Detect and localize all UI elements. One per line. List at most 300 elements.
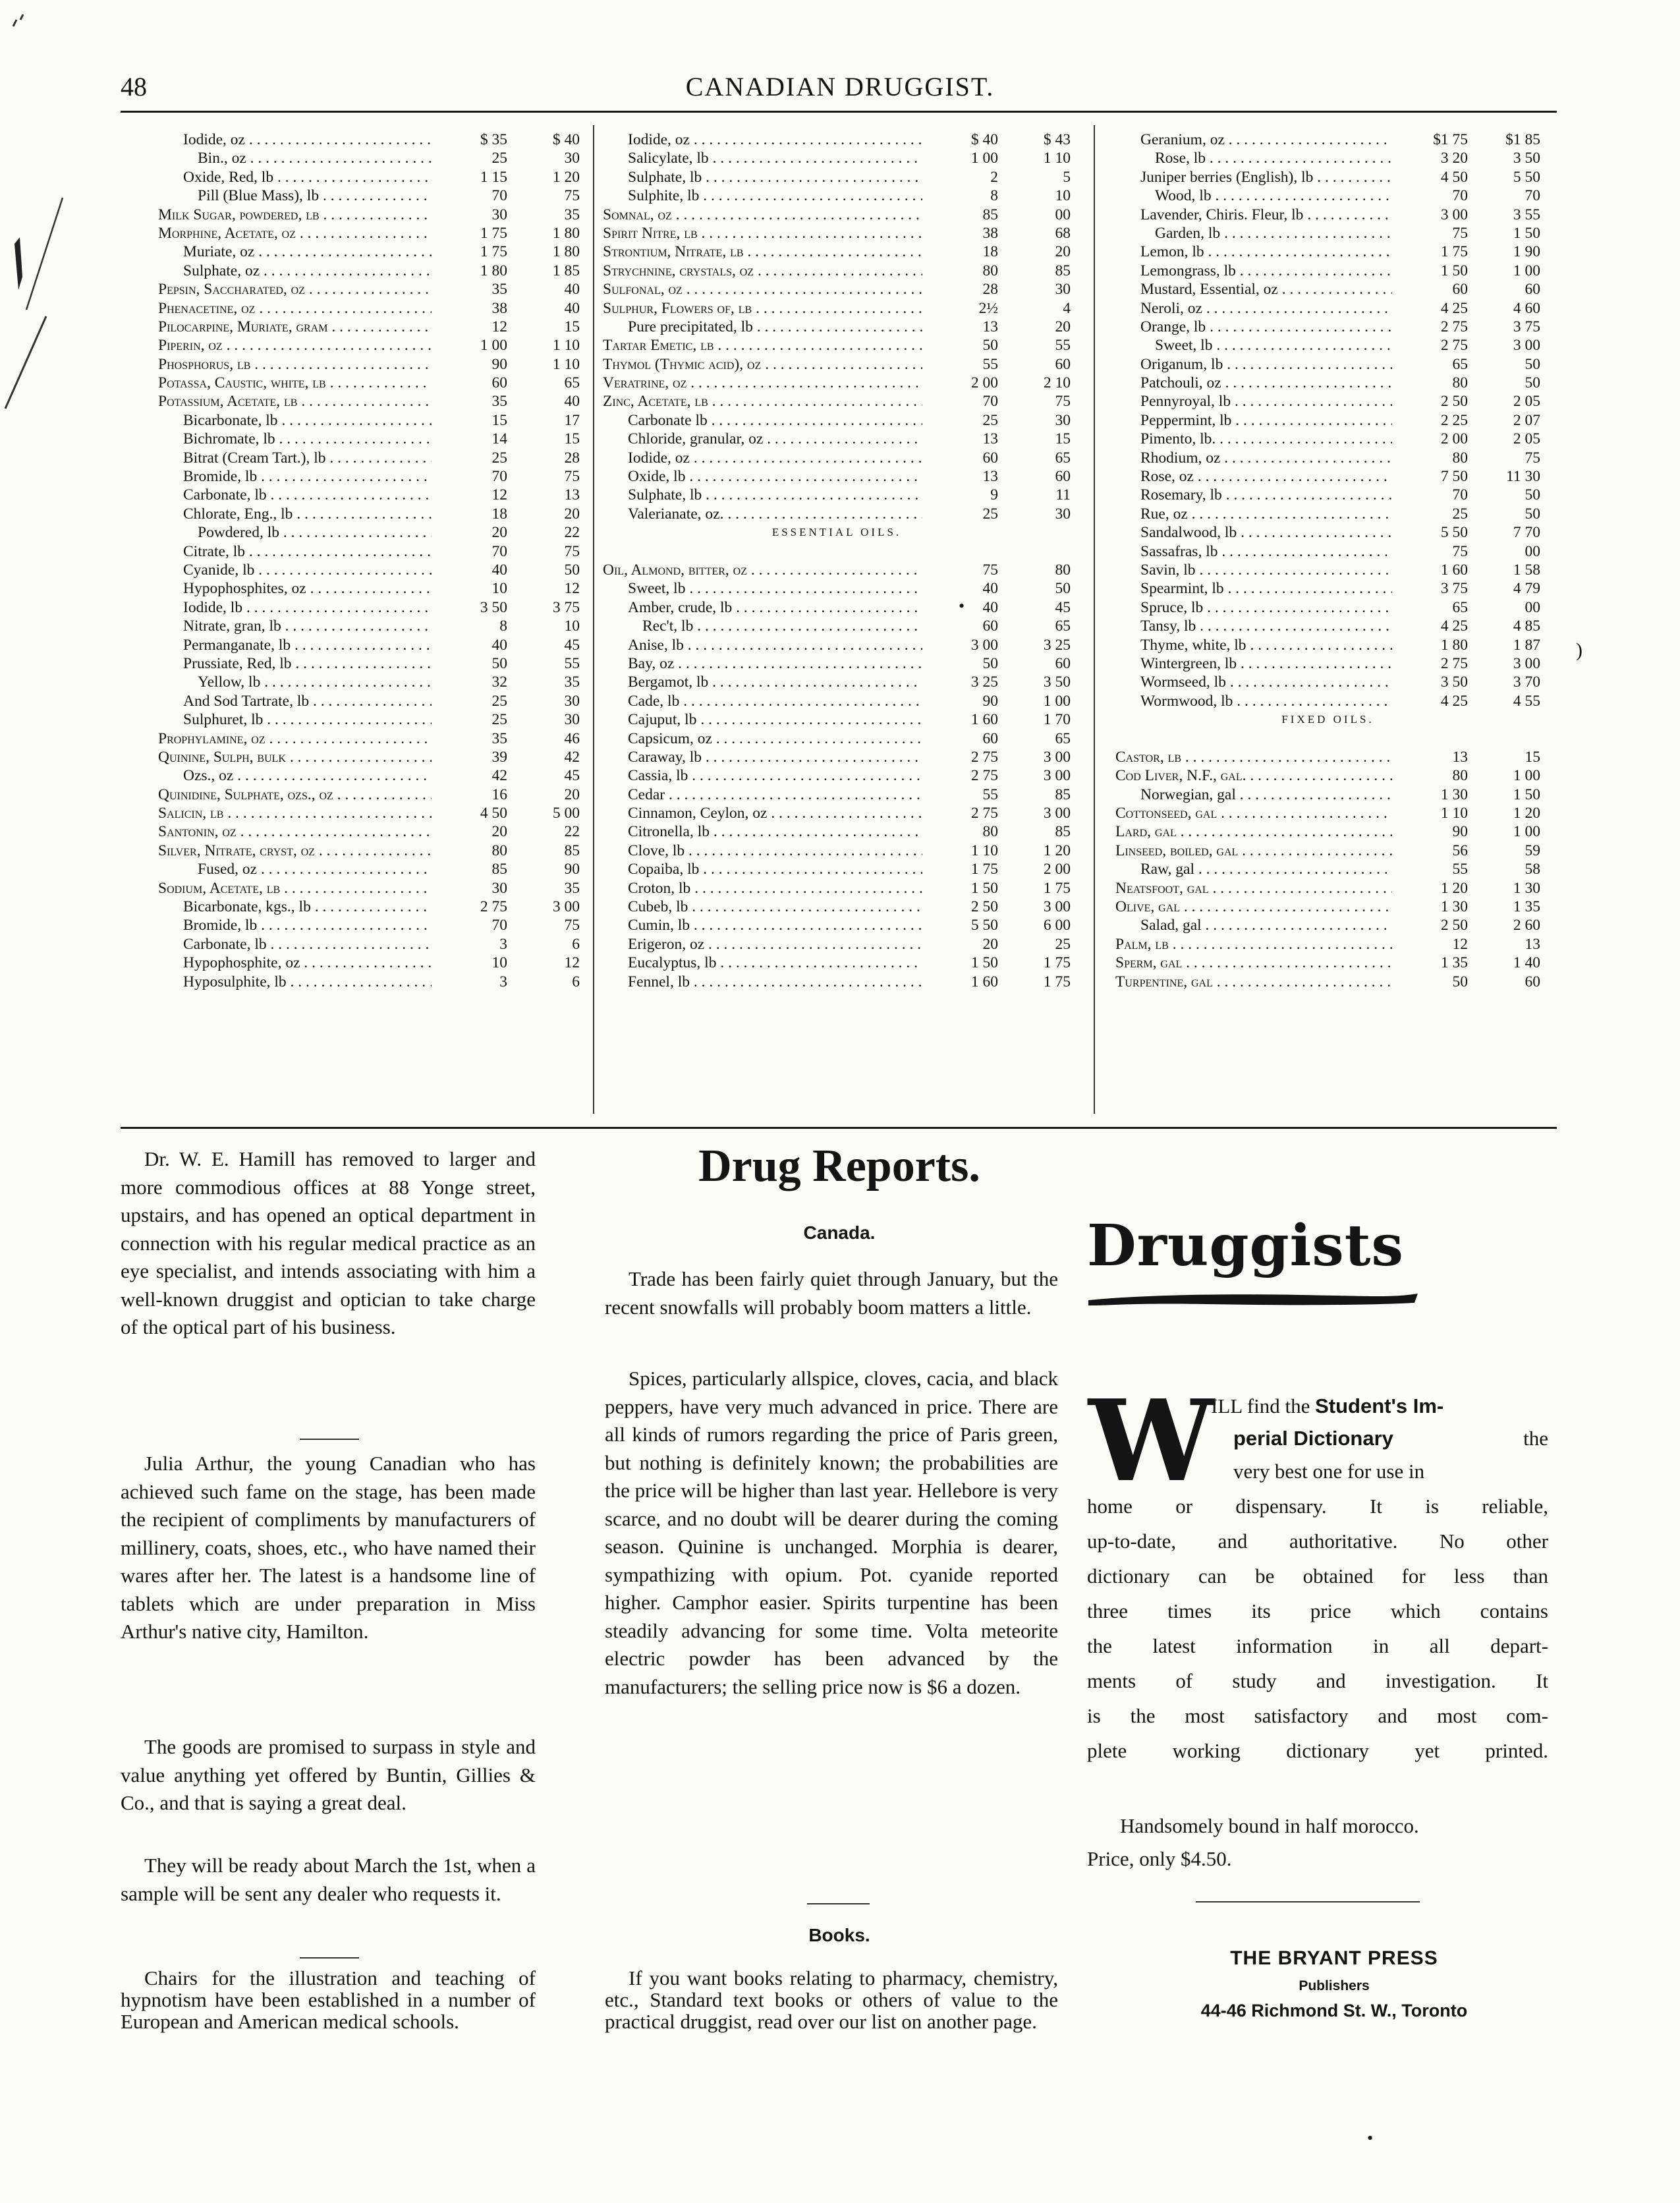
item-name: Cajuput, lb . . .: [603, 710, 922, 729]
item-name: Sulphate, lb . . .: [603, 168, 922, 186]
price-low: $ 35: [480, 131, 507, 148]
price-high: 20: [1055, 243, 1071, 261]
price-row: [1115, 262, 1540, 280]
stray-mark: •: [1367, 2129, 1374, 2148]
price-row: [158, 186, 580, 205]
price-row: [158, 579, 580, 598]
price-row: [1115, 916, 1540, 934]
price-high: 5: [1063, 168, 1071, 186]
price-low: 70: [1452, 486, 1468, 504]
item-name: Prussiate, Red, lb . . .: [158, 654, 432, 673]
price-row: [158, 392, 580, 411]
price-low: 70: [491, 542, 507, 560]
item-name: Phosphorus, lb . . .: [158, 355, 432, 374]
item-divider: [300, 1957, 359, 1959]
margin-mark: ): [1576, 639, 1582, 661]
price-low: 1 60: [970, 711, 998, 729]
price-high: 35: [564, 206, 580, 223]
price-row: [158, 898, 580, 916]
price-high: 12: [564, 954, 580, 972]
price-low: 5 50: [1440, 524, 1468, 542]
price-high: 1 20: [1043, 842, 1071, 859]
price-row: [158, 617, 580, 635]
item-name: Sodium, Acetate, lb . . .: [158, 879, 432, 898]
item-name: Wormseed, lb . . .: [1115, 673, 1392, 691]
item-name: And Sod Tartrate, lb . . .: [158, 692, 432, 710]
advert-dropcap: W: [1088, 1375, 1214, 1507]
price-row: [158, 280, 580, 299]
price-row: [158, 561, 580, 579]
price-high: 13: [564, 486, 580, 504]
price-low: 13: [982, 430, 998, 448]
price-row: [603, 430, 1071, 448]
item-name: Neroli, oz . . .: [1115, 299, 1392, 318]
price-row: [603, 561, 1071, 579]
price-row: [603, 262, 1071, 280]
item-name: Hypophosphite, oz . . .: [158, 954, 432, 972]
price-low: 80: [982, 262, 998, 279]
price-high: 6: [572, 935, 580, 953]
price-row: [1115, 935, 1540, 954]
item-name: Carbonate, lb . . .: [158, 486, 432, 504]
price-high: 45: [1055, 598, 1071, 616]
price-high: 3 00: [1043, 805, 1071, 822]
price-low: 1 75: [480, 243, 507, 261]
price-high: 25: [1055, 935, 1071, 953]
price-low: 10: [491, 954, 507, 972]
price-row: [603, 299, 1071, 318]
price-high: 60: [1055, 654, 1071, 672]
price-high: 1 87: [1513, 636, 1540, 654]
price-column-2: [603, 130, 1071, 991]
price-low: 70: [491, 917, 507, 934]
publisher-address: 44-46 Richmond St. W., Toronto: [1200, 2001, 1468, 2020]
price-low: 2: [990, 168, 998, 186]
price-row: [603, 879, 1071, 898]
price-high: 85: [1055, 786, 1071, 803]
price-low: 40: [982, 580, 998, 598]
item-name: Prophylamine, oz . . .: [158, 730, 432, 748]
price-high: 2 05: [1513, 393, 1540, 411]
price-high: 50: [564, 561, 580, 579]
advert-line-1-bold: Student's Im-: [1315, 1394, 1444, 1417]
price-high: 1 35: [1513, 898, 1540, 916]
price-low: 2 50: [1440, 917, 1468, 934]
price-low: 1 75: [970, 861, 998, 878]
price-low: 28: [982, 281, 998, 299]
price-row: [158, 168, 580, 186]
price-low: 3 20: [1440, 150, 1468, 167]
price-low: 4 25: [1440, 299, 1468, 317]
price-low: 85: [982, 206, 998, 223]
item-name: Rhodium, oz . . .: [1115, 449, 1392, 467]
item-name: Chlorate, Eng., lb . . .: [158, 505, 432, 523]
price-low: 65: [1452, 598, 1468, 616]
price-high: 80: [1055, 561, 1071, 579]
price-row: [158, 973, 580, 991]
price-row: [1115, 766, 1540, 785]
price-low: 12: [1452, 935, 1468, 953]
price-row: [158, 243, 580, 261]
price-low: 80: [1452, 449, 1468, 467]
item-divider: [807, 1903, 870, 1904]
price-high: 75: [1525, 449, 1540, 467]
price-row: [158, 206, 580, 224]
price-low: 20: [982, 935, 998, 953]
item-name: Lard, gal . . .: [1115, 822, 1392, 841]
price-high: 50: [1055, 580, 1071, 598]
price-row: [603, 860, 1071, 878]
price-low: 35: [491, 281, 507, 299]
item-name: Quinidine, Sulphate, ozs., oz . . .: [158, 786, 432, 804]
price-row: [1115, 561, 1540, 579]
item-name: Patchouli, oz . . .: [1115, 374, 1392, 392]
item-name: Zinc, Acetate, lb . . .: [603, 392, 922, 411]
item-name: Lavender, Chiris. Fleur, lb . . .: [1115, 206, 1392, 224]
price-high: 65: [564, 374, 580, 392]
advert-body-line: up-to-date, and authoritative. No other: [1087, 1530, 1548, 1553]
price-low: 25: [491, 711, 507, 729]
advert-underline-swash: [1088, 1288, 1418, 1308]
price-low: 18: [982, 243, 998, 261]
price-row: [1115, 730, 1540, 748]
price-high: 50: [1525, 505, 1540, 523]
price-low: 3: [499, 973, 507, 990]
price-row: [603, 804, 1071, 822]
price-high: 2 05: [1513, 430, 1540, 448]
price-row: [158, 804, 580, 822]
price-high: 00: [1055, 206, 1071, 223]
item-name: Wormwood, lb . . .: [1115, 692, 1392, 710]
item-name: Oxide, lb . . .: [603, 467, 922, 486]
price-low: 65: [1452, 355, 1468, 373]
item-name: Copaiba, lb . . .: [603, 860, 922, 878]
item-name: Carbonate, lb . . .: [158, 935, 432, 954]
price-low: 5 50: [970, 917, 998, 934]
price-low: 55: [982, 786, 998, 803]
item-name: Oxide, Red, lb . . .: [158, 168, 432, 186]
item-name: Cumin, lb . . .: [603, 916, 922, 934]
item-name: Lemongrass, lb . . .: [1115, 262, 1392, 280]
price-row: [603, 617, 1071, 635]
price-high: 10: [564, 617, 580, 635]
advert-body-line: three times its price which contains: [1087, 1599, 1548, 1622]
price-high: 1 75: [1043, 879, 1071, 897]
price-row: [1115, 149, 1540, 167]
price-row: [603, 935, 1071, 954]
price-high: 2 10: [1043, 374, 1071, 392]
advert-line-1-text: ILL find the: [1211, 1394, 1310, 1417]
price-column-3: [1115, 130, 1540, 991]
price-high: 75: [564, 917, 580, 934]
price-low: 2½: [978, 299, 998, 317]
item-name: Piperin, oz . . .: [158, 336, 432, 355]
price-high: 42: [564, 748, 580, 766]
price-high: 30: [1055, 505, 1071, 523]
price-high: 17: [564, 411, 580, 429]
header-rule: [121, 111, 1557, 113]
price-high: 30: [564, 711, 580, 729]
item-name: Castor, lb . . .: [1115, 748, 1392, 766]
price-high: 00: [1525, 598, 1540, 616]
item-name: Pilocarpine, Muriate, gram . . .: [158, 318, 432, 336]
item-name: Spruce, lb . . .: [1115, 598, 1392, 617]
price-row: [603, 654, 1071, 673]
item-name: Erigeron, oz . . .: [603, 935, 922, 954]
price-row: [1115, 486, 1540, 504]
price-high: 1 50: [1513, 786, 1540, 803]
price-row: [158, 935, 580, 954]
item-name: Anise, lb . . .: [603, 636, 922, 654]
price-low: 4 50: [1440, 168, 1468, 186]
price-low: 25: [491, 449, 507, 467]
price-low: 38: [491, 299, 507, 317]
item-name: Tansy, lb . . .: [1115, 617, 1392, 635]
price-row: [1115, 374, 1540, 392]
price-low: 35: [491, 730, 507, 747]
price-row: [603, 730, 1071, 748]
item-name: Mustard, Essential, oz . . .: [1115, 280, 1392, 299]
price-row: [1115, 318, 1540, 336]
item-name: Rue, oz . . .: [1115, 505, 1392, 523]
price-low: $1 75: [1433, 131, 1468, 148]
item-name: Pepsin, Saccharated, oz . . .: [158, 280, 432, 299]
advert-line-1: [1211, 1392, 1443, 1420]
price-row: [1115, 973, 1540, 991]
section-rule: [121, 1127, 1557, 1129]
item-name: Peppermint, lb . . .: [1115, 411, 1392, 430]
price-row: [158, 954, 580, 972]
item-name: Iodide, lb . . .: [158, 598, 432, 617]
price-low: 12: [491, 486, 507, 504]
item-name: Quinine, Sulph, bulk . . .: [158, 748, 432, 766]
item-name: Thyme, white, lb . . .: [1115, 636, 1392, 654]
price-row: [158, 766, 580, 785]
price-row: [603, 280, 1071, 299]
advert-body-line: home or dispensary. It is reliable,: [1087, 1495, 1548, 1518]
price-high: 1 00: [1513, 262, 1540, 279]
price-high: 15: [1055, 430, 1071, 448]
price-high: 1 00: [1513, 823, 1540, 841]
advert-divider: [1196, 1901, 1420, 1903]
item-name: Cyanide, lb . . .: [158, 561, 432, 579]
item-name: Spirit Nitre, lb . . .: [603, 224, 922, 243]
item-name: Savin, lb . . .: [1115, 561, 1392, 579]
price-row: [603, 168, 1071, 186]
price-high: 45: [564, 767, 580, 785]
price-high: 50: [1525, 486, 1540, 504]
price-row: [1115, 954, 1540, 972]
price-low: 25: [491, 692, 507, 710]
price-low: 7 50: [1440, 468, 1468, 486]
price-row: [1115, 579, 1540, 598]
item-name: Thymol (Thymic acid), oz . . .: [603, 355, 922, 374]
price-low: 2 75: [970, 767, 998, 785]
price-low: 40: [982, 598, 998, 616]
price-row: [603, 243, 1071, 261]
price-row: [1115, 822, 1540, 841]
price-high: 3 00: [552, 898, 580, 916]
price-low: 2 50: [970, 898, 998, 916]
price-row: [603, 973, 1071, 991]
news-item-arthur: Julia Arthur, the young Canadian who has achieved such fame on the stage, has been made the recipient of compliments by manufacturers of millinery, coats, shoes, etc., who have named their wares after her. The latest is a handsome line of tablets which are under preparation in Miss Arthur's native city, Hamilton.: [121, 1452, 536, 1643]
price-low: 3 00: [970, 636, 998, 654]
price-row: [1115, 636, 1540, 654]
price-high: 1 50: [1513, 224, 1540, 242]
item-name: Neatsfoot, gal . . .: [1115, 879, 1392, 898]
price-row: [1115, 336, 1540, 355]
item-name: Rosemary, lb . . .: [1115, 486, 1392, 504]
price-low: 2 00: [1440, 430, 1468, 448]
price-row: [1115, 898, 1540, 916]
price-low: 90: [1452, 823, 1468, 841]
price-row: [158, 860, 580, 878]
advert-line-2-end: the: [1523, 1427, 1548, 1450]
price-row: [158, 879, 580, 898]
item-name: Citrate, lb . . .: [158, 542, 432, 561]
price-high: 60: [1525, 281, 1540, 299]
price-low: 10: [491, 580, 507, 598]
item-name: Santonin, oz . . .: [158, 822, 432, 841]
item-name: Bromide, lb . . .: [158, 467, 432, 486]
price-low: 18: [491, 505, 507, 523]
item-name: Iodide, oz . . .: [603, 449, 922, 467]
column-divider: [1094, 125, 1095, 1114]
price-low: 60: [491, 374, 507, 392]
news-item-arthur-goods: The goods are promised to surpass in style and value anything yet offered by Buntin, Gillies & Co., and that is saying a great deal.: [121, 1735, 536, 1814]
item-name: Rose, oz . . .: [1115, 467, 1392, 486]
price-low: 70: [982, 393, 998, 411]
price-low: 1 30: [1440, 898, 1468, 916]
price-high: 1 40: [1513, 954, 1540, 972]
price-low: 2 75: [1440, 654, 1468, 672]
item-name: Origanum, lb . . .: [1115, 355, 1392, 374]
item-name: Carbonate lb . . .: [603, 411, 922, 430]
price-row: [158, 449, 580, 467]
price-low: 2 75: [1440, 318, 1468, 335]
price-low: 42: [491, 767, 507, 785]
price-low: 13: [982, 468, 998, 486]
advert-body-line: ments of study and investigation. It: [1087, 1669, 1548, 1692]
price-low: 3 50: [1440, 673, 1468, 691]
price-high: 65: [1055, 730, 1071, 747]
price-high: 1 20: [1513, 805, 1540, 822]
item-name: Bay, oz . . .: [603, 654, 922, 673]
news-item-chairs: Chairs for the illustration and teaching of hypnotism have been established in a number of European and American medical schools.: [121, 1966, 536, 2033]
price-high: 6 00: [1043, 917, 1071, 934]
price-row: [158, 916, 580, 934]
price-high: 5 50: [1513, 168, 1540, 186]
price-low: 20: [491, 823, 507, 841]
price-high: 45: [564, 636, 580, 654]
price-high: 40: [564, 393, 580, 411]
price-row: [1115, 392, 1540, 411]
price-high: 2 60: [1513, 917, 1540, 934]
price-low: 32: [491, 673, 507, 691]
item-name: Wintergreen, lb . . .: [1115, 654, 1392, 673]
price-high: 55: [1055, 337, 1071, 355]
item-name: Linseed, boiled, gal . . .: [1115, 842, 1392, 860]
price-high: 1 85: [552, 262, 580, 279]
price-row: [158, 692, 580, 710]
price-high: 55: [564, 654, 580, 672]
item-name: Citronella, lb . . .: [603, 822, 922, 841]
price-high: 75: [564, 542, 580, 560]
price-row: [1115, 280, 1540, 299]
advert-binding: Handsomely bound in half morocco.: [1120, 1814, 1419, 1837]
item-name: Turpentine, gal . . .: [1115, 973, 1392, 991]
price-high: 90: [564, 861, 580, 878]
price-low: 35: [491, 393, 507, 411]
price-row: [158, 786, 580, 804]
price-row: [158, 467, 580, 486]
price-low: 1 30: [1440, 786, 1468, 803]
item-name: Valerianate, oz. . . .: [603, 505, 922, 523]
price-low: 2 75: [970, 805, 998, 822]
advert-body-line: is the most satisfactory and most com-: [1087, 1704, 1548, 1727]
canada-heading: Canada.: [803, 1222, 876, 1243]
price-row: [603, 449, 1071, 467]
price-low: 1 60: [1440, 561, 1468, 579]
price-row: [1115, 860, 1540, 878]
price-row: [1115, 224, 1540, 243]
price-row: [158, 505, 580, 523]
price-high: 75: [564, 187, 580, 205]
price-low: 4 25: [1440, 617, 1468, 635]
price-high: 58: [1525, 861, 1540, 878]
price-low: 1 80: [480, 262, 507, 279]
item-name: Muriate, oz . . .: [158, 243, 432, 261]
price-low: 1 15: [480, 168, 507, 186]
price-high: 35: [564, 879, 580, 897]
item-name: Cubeb, lb . . .: [603, 898, 922, 916]
news-item-arthur-ready: They will be ready about March the 1st, when a sample will be sent any dealer who requests it.: [121, 1854, 536, 1905]
price-row: [1115, 299, 1540, 318]
price-row: [1115, 673, 1540, 691]
item-name: Sweet, lb . . .: [1115, 336, 1392, 355]
price-low: 80: [982, 823, 998, 841]
price-high: 60: [1055, 468, 1071, 486]
price-low: $ 40: [970, 131, 998, 148]
item-name: Garden, lb . . .: [1115, 224, 1392, 243]
item-name: Silver, Nitrate, cryst, oz . . .: [158, 842, 432, 860]
item-name: Potassium, Acetate, lb . . .: [158, 392, 432, 411]
price-low: 1 50: [970, 954, 998, 972]
price-row: [603, 149, 1071, 167]
price-low: 25: [982, 411, 998, 429]
item-name: Capsicum, oz . . .: [603, 730, 922, 748]
price-high: 4 85: [1513, 617, 1540, 635]
price-high: 1 80: [552, 224, 580, 242]
price-low: 1 10: [1440, 805, 1468, 822]
item-name: Iodide, oz . . .: [158, 130, 432, 149]
item-name: Sperm, gal . . .: [1115, 954, 1392, 972]
item-name: Strychnine, crystals, oz . . .: [603, 262, 922, 280]
price-high: 4 55: [1513, 692, 1540, 710]
price-low: 12: [491, 318, 507, 335]
item-name: Bergamot, lb . . .: [603, 673, 922, 691]
price-row: [1115, 879, 1540, 898]
item-name: Sulphur, Flowers of, lb . . .: [603, 299, 922, 318]
item-name: Bichromate, lb . . .: [158, 430, 432, 448]
item-name: Norwegian, gal . . .: [1115, 786, 1392, 804]
price-high: 13: [1525, 935, 1540, 953]
price-low: 2 75: [480, 898, 507, 916]
price-row: [1115, 617, 1540, 635]
price-low: 40: [491, 636, 507, 654]
price-high: 5 00: [552, 805, 580, 822]
price-row: [1115, 186, 1540, 205]
